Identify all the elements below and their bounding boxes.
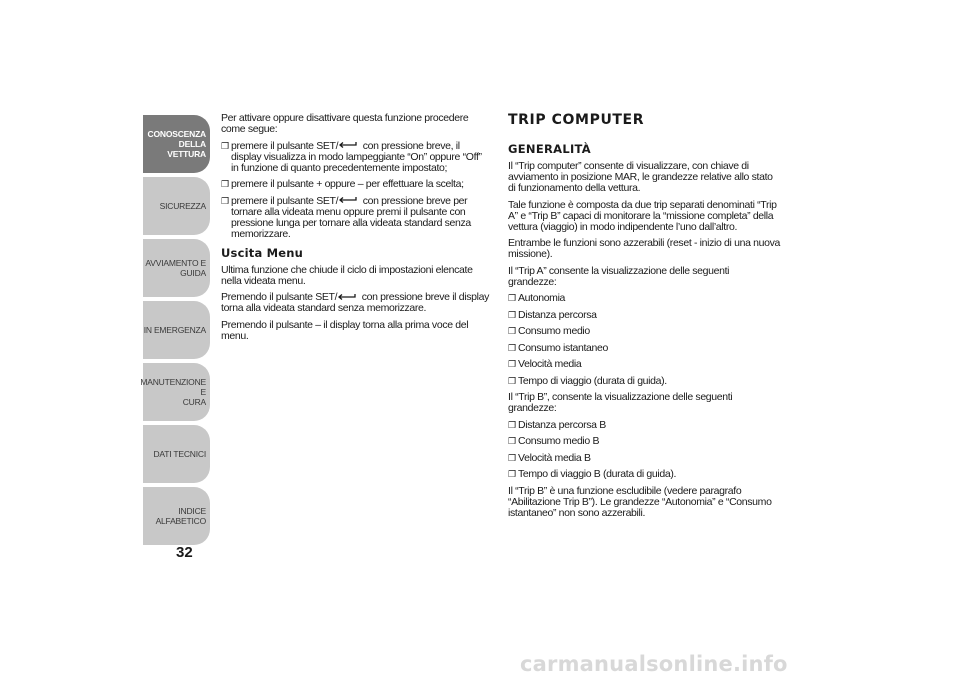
- bullet-text: premere il pulsante SET/: [231, 194, 339, 207]
- checkbox-bullet-icon: ❒: [508, 293, 516, 303]
- tab-dati-tecnici[interactable]: [143, 425, 210, 483]
- list-item: [508, 343, 780, 354]
- list-item-text: Autonomia: [518, 292, 566, 304]
- tab-label: SICUREZZA: [159, 201, 206, 211]
- paragraph: Premendo il pulsante – il display torna alla prima voce del menu.: [221, 318, 469, 342]
- return-arrow-icon: [338, 293, 358, 302]
- watermark: carmanualsonline.info: [520, 652, 788, 676]
- list-item: [508, 420, 780, 431]
- list-item: [508, 469, 780, 480]
- paragraph: Il “Trip computer” consente di visualizzare, con chiave di avviamento in posizione MAR, le grandezze relative allo stato di funzionamento della vettura.: [508, 160, 773, 194]
- tab-label: DATI TECNICI: [153, 449, 206, 459]
- list-item-text: Distanza percorsa B: [518, 418, 606, 431]
- checkbox-bullet-icon: ❒: [508, 342, 516, 353]
- section-heading-uscita-menu: Uscita Menu: [221, 245, 304, 260]
- list-item: [508, 453, 780, 464]
- checkbox-bullet-icon: ❒: [221, 195, 229, 206]
- list-item: [221, 179, 491, 190]
- tab-indice-alfabetico[interactable]: [143, 487, 210, 545]
- paragraph: Ultima funzione che chiude il ciclo di impostazioni elencate nella videata menu.: [221, 263, 473, 287]
- paragraph: Il “Trip A” consente la visualizzazione delle seguenti grandezze:: [508, 264, 730, 288]
- list-item-text: Distanza percorsa: [518, 308, 597, 321]
- bullet-text: con pressione breve per tornare alla videata menu oppure premi il pulsante con pressione lunga per tornare alla videata standard senza memorizzare.: [231, 194, 471, 240]
- tab-label: IN EMERGENZA: [143, 325, 206, 335]
- checkbox-bullet-icon: ❒: [508, 326, 516, 336]
- tab-in-emergenza[interactable]: [143, 301, 210, 359]
- checkbox-bullet-icon: ❒: [508, 469, 516, 479]
- list-item: [508, 376, 780, 387]
- bullet-text: premere il pulsante SET/: [231, 139, 339, 152]
- checkbox-bullet-icon: ❒: [508, 309, 516, 320]
- tab-manutenzione-e-cura[interactable]: [140, 363, 210, 421]
- list-item: [508, 293, 780, 304]
- list-item: [221, 196, 491, 240]
- paragraph: [221, 292, 491, 314]
- checkbox-bullet-icon: ❒: [221, 140, 229, 151]
- bullet-text: con pressione breve, il display visualizza in modo lampeggiante “On” oppure “Off” in funzione di quanto precedentemente impostato;: [231, 139, 482, 174]
- list-item-text: Consumo istantaneo: [518, 341, 609, 354]
- checkbox-bullet-icon: ❒: [508, 375, 516, 386]
- section-title-trip-computer: TRIP COMPUTER: [508, 112, 645, 128]
- list-item-text: Consumo medio: [518, 325, 590, 337]
- tab-label: MANUTENZIONE E CURA: [140, 377, 206, 407]
- bullet-text: premere il pulsante + oppure – per effettuare la scelta;: [231, 178, 464, 190]
- list-item-text: Consumo medio B: [518, 435, 600, 447]
- paragraph: Il “Trip B”, consente la visualizzazione delle seguenti grandezze:: [508, 391, 733, 414]
- return-arrow-icon: [339, 141, 359, 150]
- intro-paragraph: Per attivare oppure disattivare questa funzione procedere come segue:: [221, 112, 469, 135]
- list-item: [508, 359, 780, 370]
- page-number: 32: [176, 544, 193, 561]
- checkbox-bullet-icon: ❒: [508, 359, 516, 369]
- tab-conoscenza-della-vettura[interactable]: [143, 115, 210, 173]
- paragraph: Tale funzione è composta da due trip separati denominati “Trip A” e “Trip B” capaci di monitorare la “missione completa” della vettura (viaggio) in modo indipendente l’uno dall’altro.: [508, 198, 777, 233]
- checkbox-bullet-icon: ❒: [508, 436, 516, 446]
- tab-sicurezza[interactable]: [143, 177, 210, 235]
- checkbox-bullet-icon: ❒: [508, 452, 516, 463]
- tab-label: CONOSCENZA DELLA VETTURA: [147, 129, 206, 159]
- list-item-text: Velocità media B: [518, 451, 591, 464]
- list-item-text: Velocità media: [518, 358, 582, 370]
- list-item: [508, 326, 780, 337]
- paragraph-text: Premendo il pulsante SET/: [221, 291, 338, 303]
- list-item: [508, 436, 780, 447]
- paragraph: Entrambe le funzioni sono azzerabili (reset - inizio di una nuova missione).: [508, 237, 780, 260]
- right-text-column: [508, 112, 780, 524]
- return-arrow-icon: [339, 196, 359, 205]
- subsection-title-generalita: GENERALITÀ: [508, 142, 591, 156]
- checkbox-bullet-icon: ❒: [508, 419, 516, 430]
- paragraph-text: con pressione breve il display torna alla videata standard senza memorizzare.: [221, 291, 489, 314]
- tab-label: INDICE ALFABETICO: [155, 506, 206, 526]
- list-item: [508, 310, 780, 321]
- paragraph: Il “Trip B” è una funzione escludibile (vedere paragrafo “Abilitazione Trip B”). Le grandezze “Autonomia” e “Consumo istantaneo” non sono azzerabili.: [508, 484, 772, 519]
- checkbox-bullet-icon: ❒: [221, 179, 229, 189]
- list-item: [221, 141, 491, 174]
- tab-avviamento-e-guida[interactable]: [143, 239, 210, 297]
- tab-label: AVVIAMENTO E GUIDA: [145, 258, 206, 278]
- list-item-text: Tempo di viaggio (durata di guida).: [518, 374, 667, 387]
- left-text-column: [221, 113, 491, 347]
- list-item-text: Tempo di viaggio B (durata di guida).: [518, 468, 677, 480]
